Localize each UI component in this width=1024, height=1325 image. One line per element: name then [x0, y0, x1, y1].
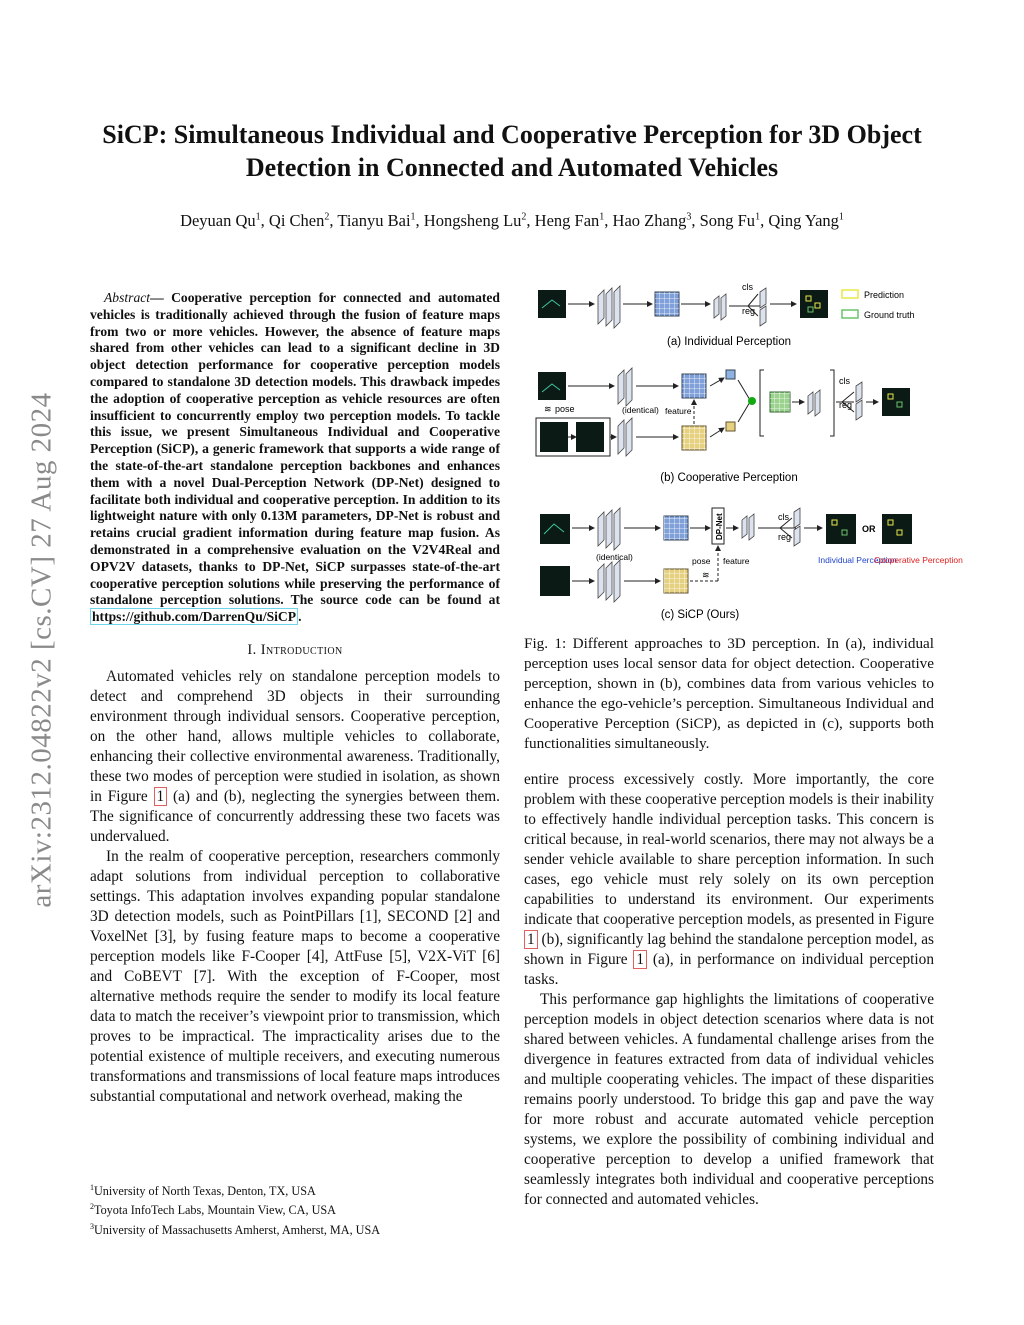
author: Heng Fan [534, 211, 600, 230]
caption-a: (a) Individual Perception [666, 336, 792, 348]
reg-label: reg [839, 400, 853, 410]
source-code-link[interactable]: https://github.com/DarrenQu/SiCP [92, 609, 297, 625]
section-title: Introduction [260, 641, 343, 658]
legend-prediction-swatch [842, 290, 858, 298]
abstract-text: — Cooperative perception for connected and automated vehicles is traditionally achieved through the fusion of feature maps from two or more vehicles. However, the absence of feature maps shared from other vehicles can lead to a significant decline in 3D object detection performance for cooperative perception models compared to standalone 3D detection models. This drawback impedes the adoption of cooperative perception as vehicle resources are often insufficient to concurrently employ two perception models. To tackle this issue, we present Simultaneous Individual and Cooperative Perception (SiCP), a generic framework that supports a wide range of the state-of-the-art standalone perception backbones and enhances them with a novel Dual-Perception Network (DP-Net) designed to facilitate both individual and cooperative perception. In addition to its lightweight nature with only 0.13M parameters, DP-Net is robust and retains crucial gradient information during feature map fusion. As demonstrated in a comprehensive evaluation on the V2V4Real and OPV2V datasets, thanks to DP-Net, SiCP surpasses state-of-the-art cooperative perception solutions while preserving the performance of standalone perception solutions. The source code can be found at [90, 290, 500, 608]
footnote [90, 1180, 500, 1199]
figure-caption: Fig. 1: Different approaches to 3D perception. In (a), individual perception uses local sensor data for object detection. Cooperative perception, shown in (b), combines data from various vehicles to enhance the ego-vehicle’s perception. Simultaneous Individual and Cooperative Perception (SiCP), as depicted in (c), supports both functionalities simultaneously. [524, 635, 934, 752]
legend-ground-truth: Ground truth [864, 310, 915, 320]
author-list: Deyuan Qu$^1$, Qi Chen$^2$, Tianyu Bai$^1$, Hongsheng Lu$^2$, Heng Fan$^1$, Hao Zhang$^3$, Song Fu$^1$, Qing Yang$^1$ [180, 211, 844, 230]
fusion-node [748, 397, 756, 405]
footnote-mark: 1 [90, 1183, 94, 1192]
figure-reference-link[interactable]: 1 [633, 950, 647, 969]
sender-lidar-image [540, 422, 568, 452]
figure-1-diagram [524, 282, 963, 628]
footnote [90, 1219, 500, 1238]
footnote-mark: 3 [90, 1221, 94, 1231]
figure-reference-link[interactable]: 1 [154, 787, 168, 806]
ego-lidar-image [540, 514, 570, 544]
right-paragraph-1 [524, 770, 934, 990]
individual-perception-label: Individual Perception [818, 555, 897, 565]
footnote-text: Toyota InfoTech Labs, Mountain View, CA, USA [94, 1203, 336, 1218]
reg-label: reg [742, 306, 756, 316]
right-paragraph-2: This performance gap highlights the limitations of cooperative perception models in object detection scenarios where data is not shared between vehicles. A fundamental challenge arises from the divergence in features extracted from data of individual vehicles and multiple cooperating vehicles. The impact of these disparities remains poorly understood. To bridge this gap and pave the way for more robust and accurate automated vehicle perception systems, we explore the possibility of combining individual and cooperative perception to develop a unified framework that seamlessly integrates both individual and cooperative perceptions for connected and automated vehicles. [524, 991, 934, 1208]
figure-reference-link[interactable]: 1 [524, 930, 538, 949]
figure-1 [524, 282, 963, 628]
ego-lidar-image [538, 372, 566, 400]
intro-text: (a) and (b), neglecting the synergies between them. The significance of concurrently addressing these two facets was undervalued. [90, 787, 500, 845]
wifi-icon: ≋ [544, 404, 552, 414]
dp-net-label: DP-Net [715, 513, 724, 540]
author-affiliation: 1 [255, 211, 261, 223]
cls-label: cls [839, 376, 850, 386]
intro-paragraph-2: In the realm of cooperative perception, researchers commonly adapt solutions from individual perception to collaborative settings. This adaptation involves expanding popular standalone 3D detection models, such as PointPillars [1], SECOND [2] and VoxelNet [3], by fusing feature maps to become a cooperative perception models like F-Cooper [4], AttFuse [5], V2X-ViT [6] and CoBEVT [7]. With the exception of F-Cooper, most alternative methods require the sender to modify its local feature data to match the receiver’s viewpoint prior to transmission, which proves to be impractical. The impracticality arises due to the potential existence of multiple receivers, and executing numerous transformations and transmissions of local feature maps introduces substantial computational and network overhead, making the [90, 847, 500, 1105]
arxiv-identifier-text: arXiv:2312.04822v2 [cs.CV] 27 Aug 2024 [25, 392, 58, 908]
sender-lidar-image [540, 566, 570, 596]
footnote-text: University of North Texas, Denton, TX, USA [94, 1184, 316, 1199]
pose-label: pose [555, 404, 575, 414]
right-text: (b), significantly lag behind the standalone perception model, as shown in Figure [524, 931, 934, 968]
footnotes [90, 1180, 500, 1238]
cooperative-perception-label: Cooperative Perception [874, 555, 963, 565]
author: Tianyu Bai [337, 211, 411, 230]
legend-ground-truth-swatch [842, 310, 858, 318]
left-column [90, 290, 500, 1107]
author: Deyuan Qu [180, 211, 256, 230]
intro-text: Automated vehicles rely on standalone perception models to detect and comprehend 3D objects in their surrounding environment through individual sensors. Cooperative perception, on the other hand, allows multiple vehicles to collaborate, enhancing their collective environmental awareness. Traditionally, these two modes of perception were studied in isolation, as shown in Figure [90, 667, 500, 805]
panel-a [538, 282, 915, 348]
right-text: (a), in performance on individual perception tasks. [524, 951, 934, 988]
feature-label: feature [723, 556, 750, 566]
abstract-label: Abstract [104, 290, 151, 305]
transformed-lidar-image [576, 422, 604, 452]
section-number: I. [247, 641, 257, 658]
author-affiliation: 1 [599, 211, 605, 223]
author-affiliation: 1 [410, 211, 416, 223]
caption-c: (c) SiCP (Ours) [660, 609, 740, 621]
arxiv-identifier [22, 340, 62, 960]
abstract-end: . [298, 609, 302, 625]
abstract [90, 290, 500, 626]
footnote-text: University of Massachusetts Amherst, Amherst, MA, USA [94, 1222, 381, 1237]
legend-prediction: Prediction [864, 290, 905, 300]
footnote-mark: 2 [90, 1202, 94, 1212]
author: Song Fu [699, 211, 756, 230]
wifi-icon: ≋ [702, 570, 710, 580]
right-text: entire process excessively costly. More importantly, the core problem with these cooperative perception models is their inability to effectively handle individual perception tasks. This concern is critical because, in real-world scenarios, there may not always be a sender vehicle available to share perception information. In such cases, ego vehicle must rely solely on its own perception capabilities to understand its environment. Our experiments indicate that cooperative perception models, as presented in Figure [524, 771, 934, 928]
right-body [524, 770, 934, 1210]
panel-c [540, 508, 963, 621]
prediction-output-image [800, 290, 828, 318]
encoder-block [598, 286, 620, 328]
cooperative-output-image [882, 514, 912, 544]
author: Hongsheng Lu [423, 211, 522, 230]
author-affiliation: 1 [755, 211, 761, 223]
intro-paragraph-1 [90, 667, 500, 847]
author-affiliation: 1 [838, 211, 844, 223]
feature-label: feature [665, 406, 692, 416]
author: Qi Chen [268, 211, 325, 230]
identical-label: (identical) [596, 552, 633, 562]
lidar-input-image [538, 290, 566, 318]
individual-output-image [826, 514, 856, 544]
right-column [524, 282, 963, 1210]
panel-b [536, 368, 910, 484]
coop-output-image [882, 388, 910, 416]
pose-label: pose [692, 556, 711, 566]
author-affiliation: 3 [686, 211, 692, 223]
section-heading-introduction [90, 642, 500, 659]
or-label: OR [862, 524, 876, 534]
reg-label: reg [778, 532, 792, 542]
identical-label: (identical) [622, 405, 659, 415]
cls-label: cls [778, 512, 789, 522]
author-affiliation: 2 [521, 211, 527, 223]
caption-b: (b) Cooperative Perception [660, 472, 798, 484]
author: Qing Yang [768, 211, 839, 230]
author-affiliation: 2 [324, 211, 330, 223]
author: Hao Zhang [612, 211, 687, 230]
paper-title: SiCP: Simultaneous Individual and Cooperative Perception for 3D Object Detection in Connected and Automated Vehicles [102, 120, 922, 182]
footnote [90, 1199, 500, 1218]
cls-label: cls [742, 282, 753, 292]
